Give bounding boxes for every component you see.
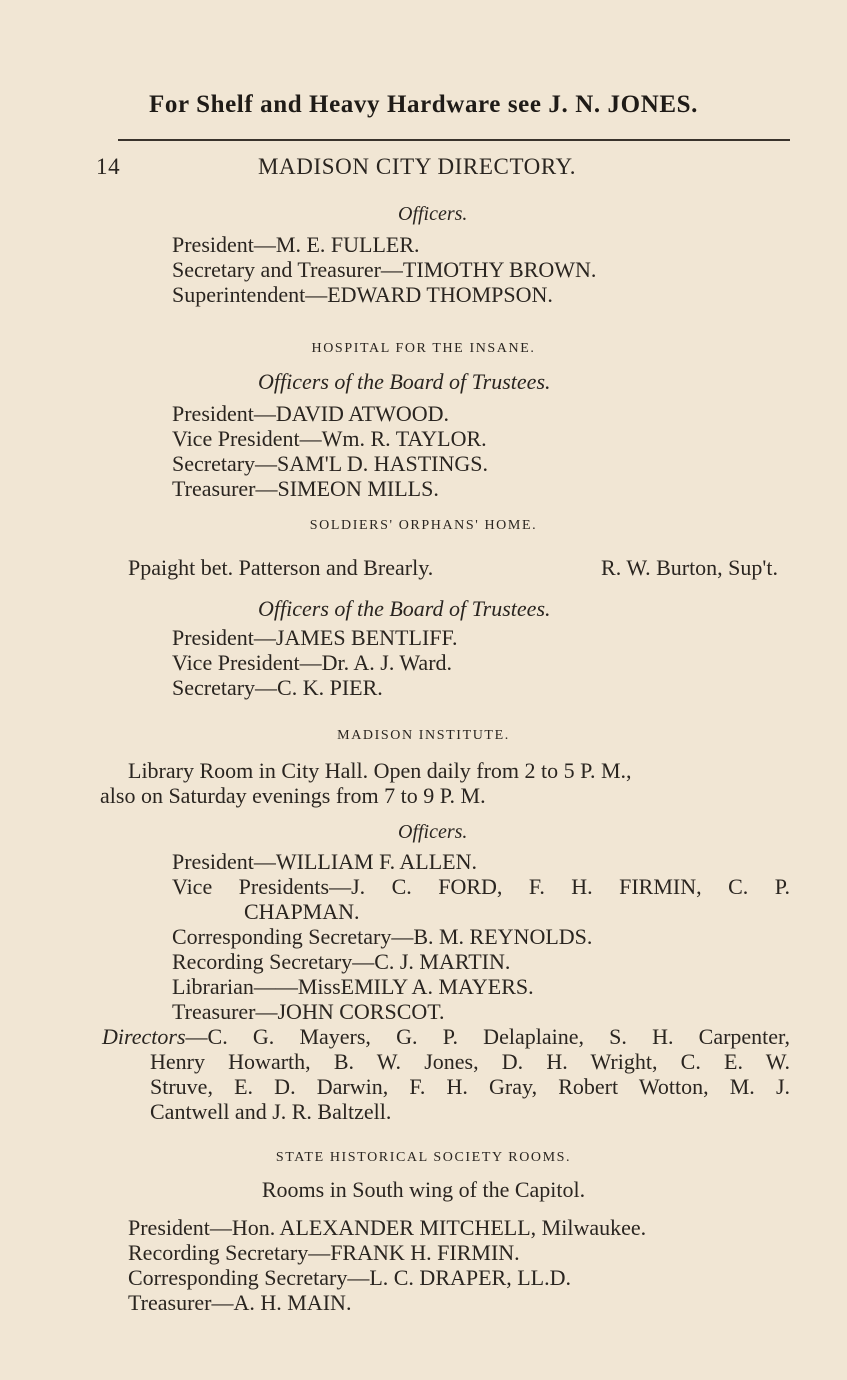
officer-line-continued: CHAPMAN. xyxy=(244,899,360,924)
officer-line: Superintendent—EDWARD THOMPSON. xyxy=(172,282,553,307)
trustees-heading: Officers of the Board of Trustees. xyxy=(258,596,551,621)
institute-intro-line: also on Saturday evenings from 7 to 9 P. M. xyxy=(100,783,486,808)
header-rule xyxy=(118,139,790,141)
officer-line: Librarian——MissEMILY A. MAYERS. xyxy=(172,974,534,999)
historical-location: Rooms in South wing of the Capitol. xyxy=(261,1177,586,1202)
officer-line: Vice Presidents—J. C. FORD, F. H. FIRMIN, C. P. xyxy=(172,874,790,899)
officer-line: Recording Secretary—FRANK H. FIRMIN. xyxy=(128,1240,520,1265)
orphans-location: Ppaight bet. Patterson and Brearly. xyxy=(128,555,434,580)
officers-heading: Officers. xyxy=(398,203,468,225)
officer-line: President—JAMES BENTLIFF. xyxy=(172,625,458,650)
orphans-superintendent: R. W. Burton, Sup't. xyxy=(601,555,778,580)
officer-line: Corresponding Secretary—B. M. REYNOLDS. xyxy=(172,924,593,949)
officer-line: President—M. E. FULLER. xyxy=(172,232,420,257)
trustees-heading: Officers of the Board of Trustees. xyxy=(258,369,551,394)
officer-line: Secretary and Treasurer—TIMOTHY BROWN. xyxy=(172,257,597,282)
officer-line: Recording Secretary—C. J. MARTIN. xyxy=(172,949,511,974)
section-title-historical: STATE HISTORICAL SOCIETY ROOMS. xyxy=(275,1150,572,1165)
officer-line: Secretary—SAM'L D. HASTINGS. xyxy=(172,451,489,476)
officer-line: President—WILLIAM F. ALLEN. xyxy=(172,849,477,874)
page-number: 14 xyxy=(96,154,121,179)
directors-line xyxy=(102,1024,790,1050)
officer-line: President—DAVID ATWOOD. xyxy=(172,401,450,426)
officer-line: Treasurer—SIMEON MILLS. xyxy=(172,476,439,501)
directors-label: Directors xyxy=(102,1024,186,1049)
orphans-location-line xyxy=(128,555,778,581)
officer-line: Corresponding Secretary—L. C. DRAPER, LL.D. xyxy=(128,1265,571,1290)
officer-line: Treasurer—A. H. MAIN. xyxy=(128,1290,352,1315)
section-title-orphans-home: SOLDIERS' ORPHANS' HOME. xyxy=(309,518,538,533)
officer-line: Secretary—C. K. PIER. xyxy=(172,675,383,700)
directors-names: —C. G. Mayers, G. P. Delaplaine, S. H. Carpenter, xyxy=(185,1024,790,1049)
officer-line: Vice President—Dr. A. J. Ward. xyxy=(172,650,453,675)
section-title-hospital: HOSPITAL FOR THE INSANE. xyxy=(311,341,536,356)
directors-line: Struve, E. D. Darwin, F. H. Gray, Robert Wotton, M. J. xyxy=(150,1074,790,1099)
institute-intro-line: Library Room in City Hall. Open daily from 2 to 5 P. M., xyxy=(128,758,632,783)
advertisement-header: For Shelf and Heavy Hardware see J. N. JONES. xyxy=(149,91,698,118)
officers-heading: Officers. xyxy=(398,821,468,843)
directors-line: Cantwell and J. R. Baltzell. xyxy=(150,1099,392,1124)
officer-line: Treasurer—JOHN CORSCOT. xyxy=(172,999,445,1024)
directors-line: Henry Howarth, B. W. Jones, D. H. Wright, C. E. W. xyxy=(150,1049,790,1074)
officer-line: Vice President—Wm. R. TAYLOR. xyxy=(172,426,487,451)
officer-line: President—Hon. ALEXANDER MITCHELL, Milwaukee. xyxy=(128,1215,647,1240)
section-title-institute: MADISON INSTITUTE. xyxy=(337,728,510,743)
running-title: MADISON CITY DIRECTORY. xyxy=(258,154,577,179)
